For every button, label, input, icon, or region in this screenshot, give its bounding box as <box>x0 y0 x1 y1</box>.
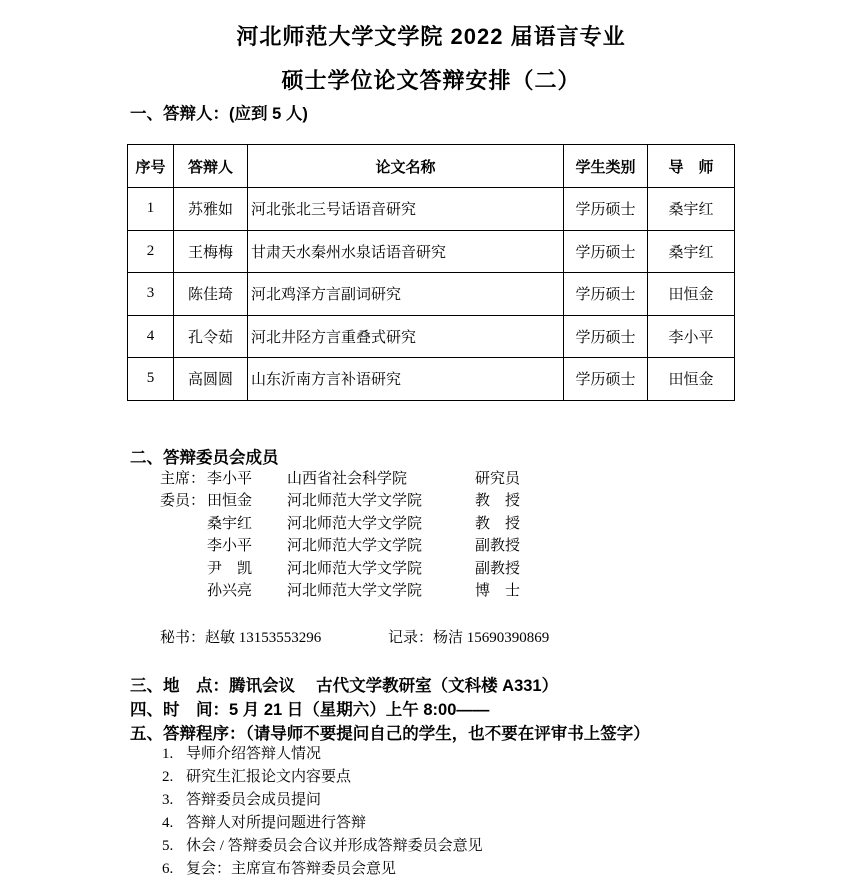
cell-thesis-title: 河北张北三号话语音研究 <box>248 188 564 231</box>
member-role <box>160 535 207 557</box>
procedure-step <box>162 789 483 812</box>
document-title-line1: 河北师范大学文学院 2022 届语言专业 <box>236 24 626 49</box>
cell-defender: 陈佳琦 <box>174 273 248 316</box>
cell-advisor: 桑宇红 <box>648 188 735 231</box>
recorder-info: 记录：杨洁 15690390869 <box>388 630 550 646</box>
section3-heading: 三、地 点：腾讯会议 古代文学教研室（文科楼 A331） <box>130 677 559 695</box>
cell-defender: 孔令茹 <box>174 315 248 358</box>
procedure-step <box>162 766 483 789</box>
step-text: 休会 / 答辩委员会合议并形成答辩委员会意见 <box>186 838 483 854</box>
cell-student-type: 学历硕士 <box>564 273 648 316</box>
member-title: 副教授 <box>475 560 521 577</box>
step-number: 1. <box>162 746 174 762</box>
committee-member-row <box>160 535 520 557</box>
member-affiliation: 河北师范大学文学院 <box>287 538 423 555</box>
defense-procedure-list <box>162 743 483 879</box>
member-name: 孙兴亮 <box>207 582 253 599</box>
cell-index: 5 <box>128 358 174 401</box>
committee-member-row <box>160 513 520 535</box>
cell-advisor: 桑宇红 <box>648 230 735 273</box>
member-role: 主席： <box>160 471 206 487</box>
member-name: 尹 凯 <box>207 560 253 577</box>
cell-thesis-title: 山东沂南方言补语研究 <box>248 358 564 401</box>
committee-member-row <box>160 468 520 490</box>
header-index: 序号 <box>128 145 174 188</box>
member-title: 研究员 <box>475 471 521 487</box>
member-name: 李小平 <box>207 538 253 555</box>
cell-advisor: 田恒金 <box>648 273 735 316</box>
cell-student-type: 学历硕士 <box>564 315 648 358</box>
member-role <box>160 513 207 535</box>
table-row <box>128 315 735 358</box>
secretary-info: 秘书：赵敏 13153553296 <box>160 630 322 646</box>
cell-index: 2 <box>128 230 174 273</box>
member-name: 桑宇红 <box>207 515 253 532</box>
defense-schedule-table <box>127 144 735 401</box>
procedure-step <box>162 743 483 766</box>
cell-thesis-title: 河北井陉方言重叠式研究 <box>248 315 564 358</box>
table-row <box>128 358 735 401</box>
table-row <box>128 273 735 316</box>
procedure-step <box>162 858 483 879</box>
step-number: 4. <box>162 815 174 831</box>
step-text: 答辩人对所提问题进行答辩 <box>186 815 367 831</box>
step-number: 2. <box>162 769 174 785</box>
member-name: 田恒金 <box>207 493 253 510</box>
header-thesis-title: 论文名称 <box>248 145 564 188</box>
member-affiliation: 河北师范大学文学院 <box>287 493 423 510</box>
cell-defender: 王梅梅 <box>174 230 248 273</box>
step-text: 导师介绍答辩人情况 <box>186 746 322 762</box>
committee-member-row <box>160 490 520 512</box>
header-student-type: 学生类别 <box>564 145 648 188</box>
committee-member-row <box>160 558 520 580</box>
member-role: 委员： <box>160 493 206 510</box>
member-role <box>160 558 207 580</box>
committee-member-row <box>160 580 520 602</box>
procedure-step <box>162 812 483 835</box>
cell-student-type: 学历硕士 <box>564 188 648 231</box>
member-affiliation: 河北师范大学文学院 <box>287 560 423 577</box>
section4-heading: 四、时 间：5 月 21 日（星期六）上午 8:00—— <box>130 701 490 719</box>
table-row <box>128 230 735 273</box>
table-row <box>128 188 735 231</box>
document-title-line2: 硕士学位论文答辩安排（二） <box>281 68 581 93</box>
header-advisor: 导 师 <box>648 145 735 188</box>
member-title: 教 授 <box>475 515 521 532</box>
step-text: 研究生汇报论文内容要点 <box>186 769 352 785</box>
cell-advisor: 田恒金 <box>648 358 735 401</box>
cell-thesis-title: 河北鸡泽方言副词研究 <box>248 273 564 316</box>
header-defender: 答辩人 <box>174 145 248 188</box>
cell-index: 3 <box>128 273 174 316</box>
section2-heading: 二、答辩委员会成员 <box>130 449 279 467</box>
cell-thesis-title: 甘肃天水秦州水泉话语音研究 <box>248 230 564 273</box>
step-text: 复会：主席宣布答辩委员会意见 <box>186 861 397 877</box>
member-affiliation: 河北师范大学文学院 <box>287 582 423 599</box>
member-name: 李小平 <box>207 471 253 487</box>
committee-list <box>160 468 520 602</box>
secretary-recorder-line <box>160 626 549 647</box>
step-text: 答辩委员会成员提问 <box>186 792 322 808</box>
member-affiliation: 山西省社会科学院 <box>287 471 408 487</box>
step-number: 6. <box>162 861 174 877</box>
cell-index: 1 <box>128 188 174 231</box>
member-affiliation: 河北师范大学文学院 <box>287 515 423 532</box>
step-number: 5. <box>162 838 174 854</box>
member-title: 副教授 <box>475 538 521 555</box>
member-role <box>160 580 207 602</box>
section5-heading: 五、答辩程序：（请导师不要提问自己的学生，也不要在评审书上签字） <box>130 725 650 743</box>
cell-student-type: 学历硕士 <box>564 230 648 273</box>
cell-advisor: 李小平 <box>648 315 735 358</box>
step-number: 3. <box>162 792 174 808</box>
section1-heading: 一、答辩人：(应到 5 人) <box>130 105 308 123</box>
member-title: 博 士 <box>475 582 521 599</box>
table-header-row <box>128 145 735 188</box>
cell-index: 4 <box>128 315 174 358</box>
member-title: 教 授 <box>475 493 521 510</box>
cell-defender: 高圆圆 <box>174 358 248 401</box>
cell-student-type: 学历硕士 <box>564 358 648 401</box>
cell-defender: 苏雅如 <box>174 188 248 231</box>
procedure-step <box>162 835 483 858</box>
